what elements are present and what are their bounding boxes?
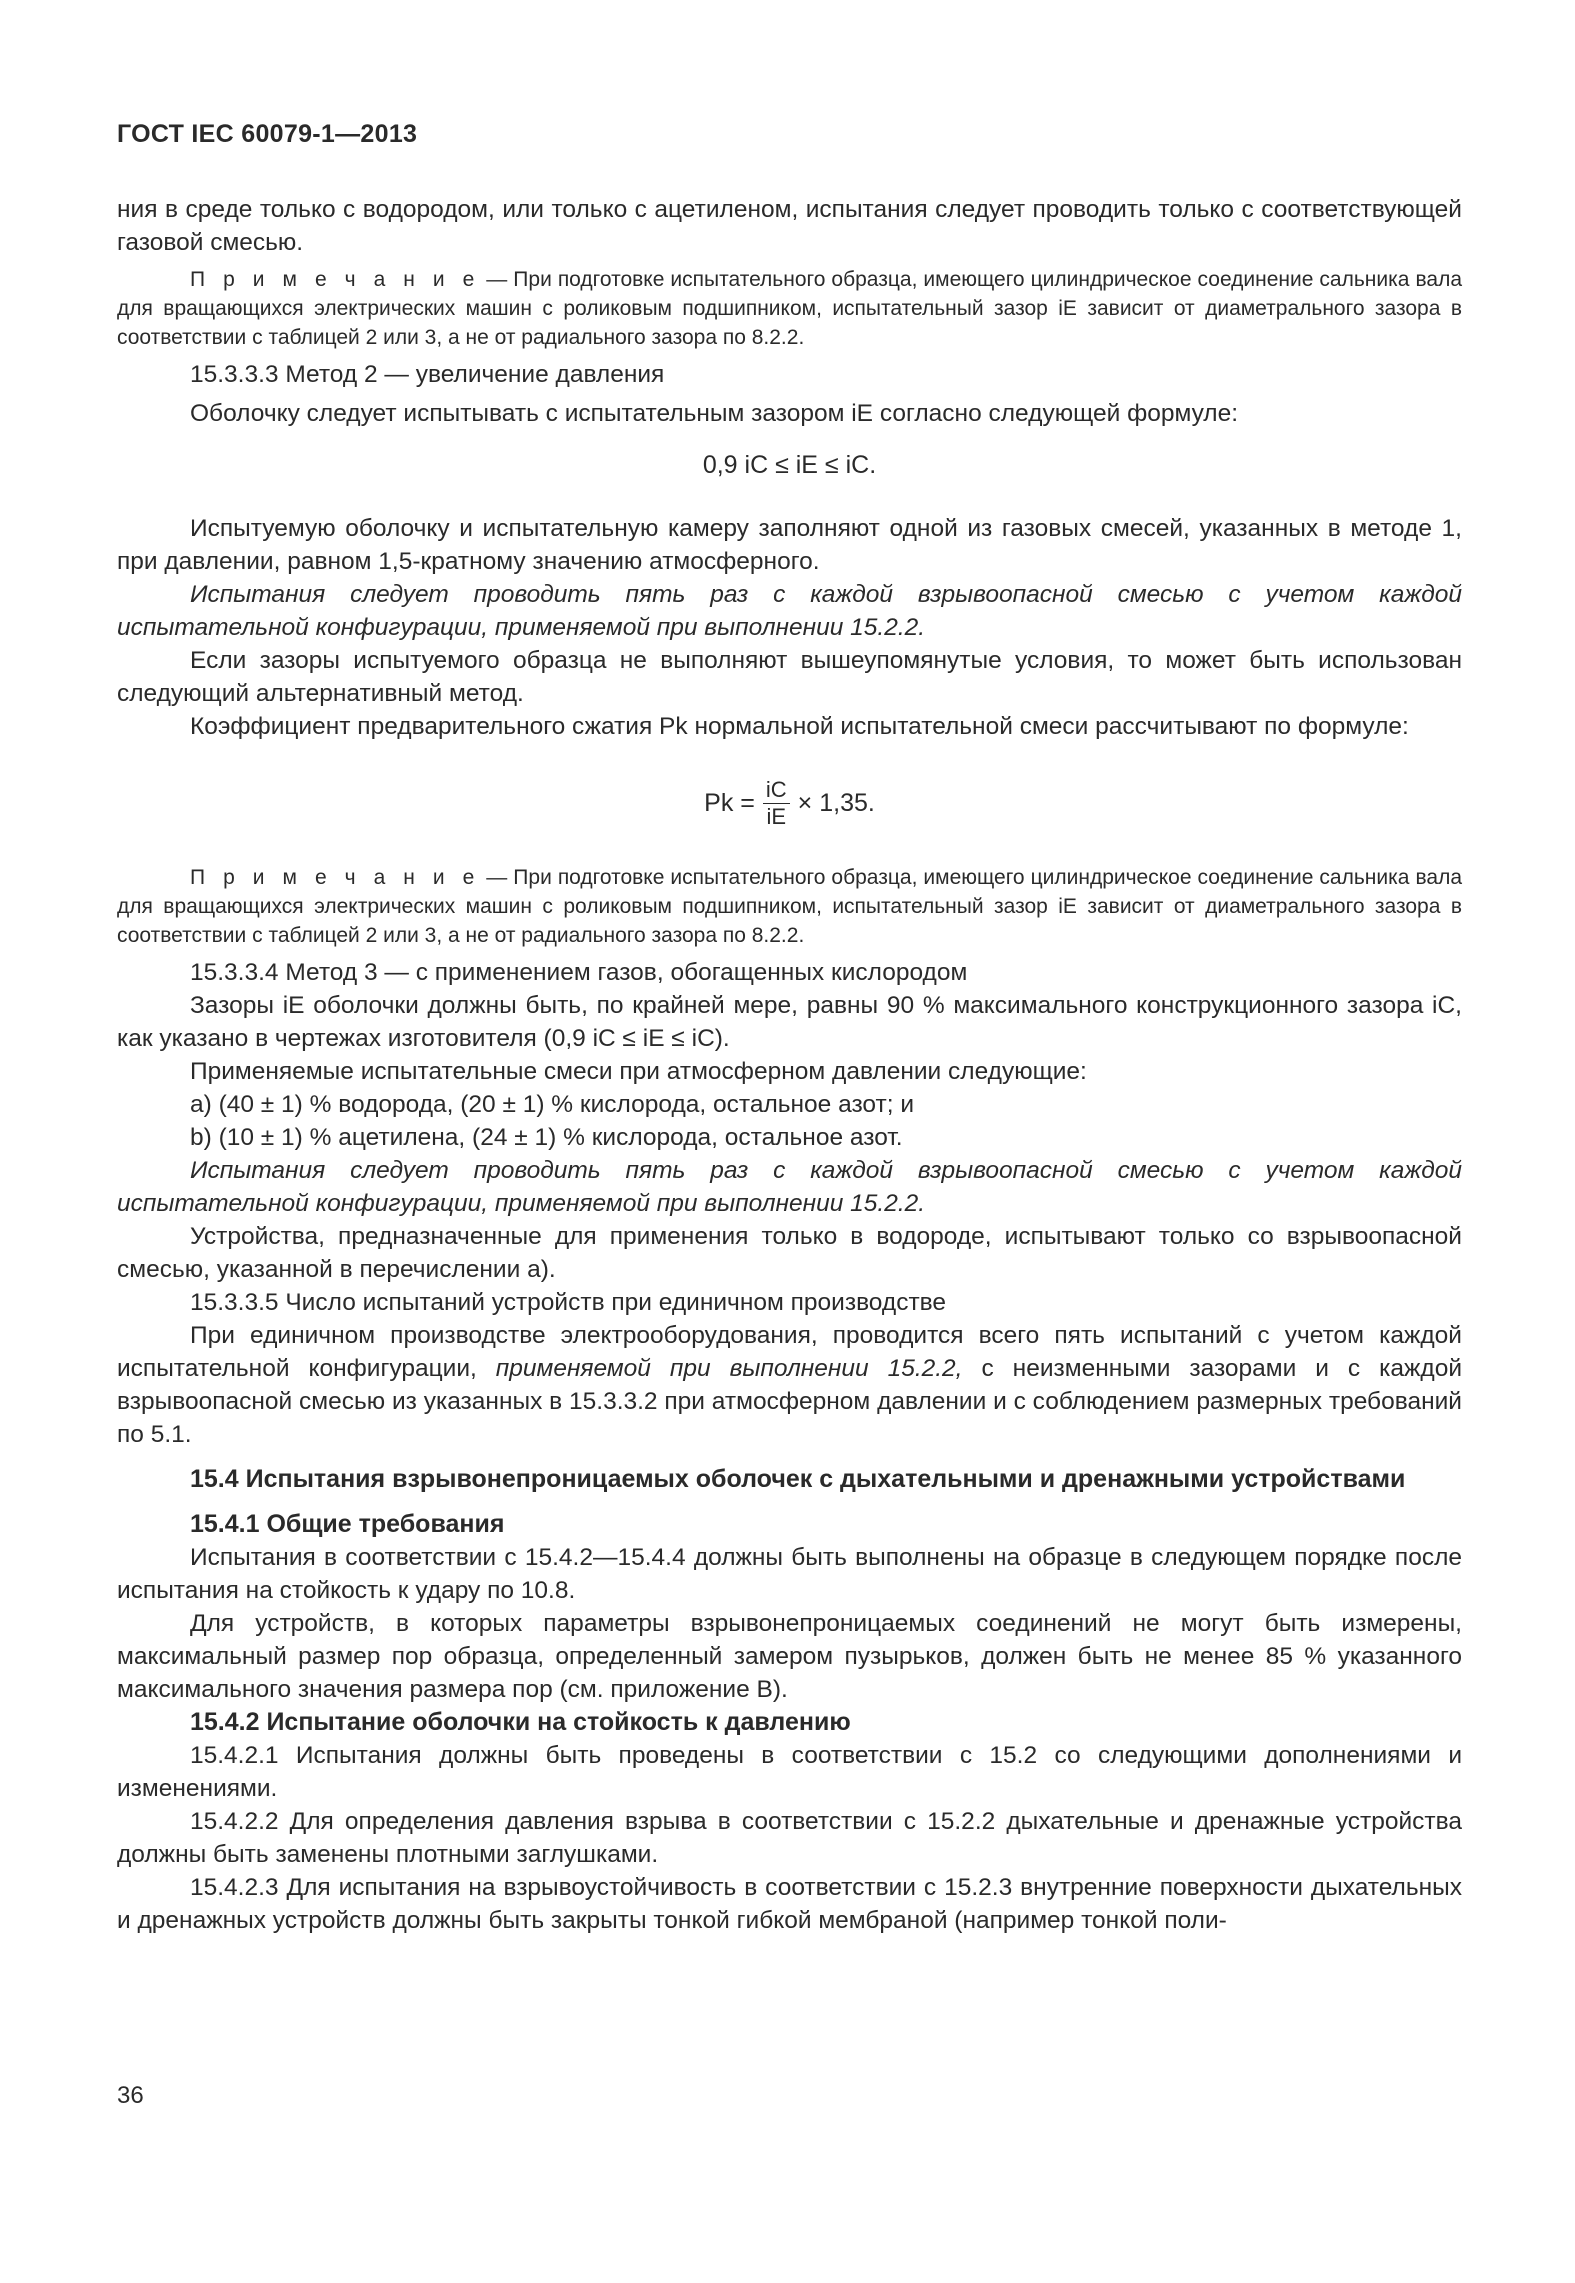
note: [117, 265, 1462, 352]
formula-numerator: iC: [763, 777, 790, 804]
list-item: a) (40 ± 1) % водорода, (20 ± 1) % кислорода, остальное азот; и: [190, 1091, 915, 1118]
paragraph: ния в среде только с водородом, или только с ацетиленом, испытания следует проводить только с соответствующей газовой смесью.: [117, 196, 1462, 256]
paragraph: 15.4.2.2 Для определения давления взрыва в соответствии с 15.2.2 дыхательные и дренажные устройства должны быть заменены плотными заглушками.: [117, 1808, 1462, 1868]
note-text: — При подготовке испытательного образца, имеющего цилиндрическое соединение сальника вала для вращающихся электрических машин с роликовым подшипником, испытательный зазор iE зависит от диаметрального зазора в соответствии с таблицей 2 или 3, а не от радиального зазора по 8.2.2.: [117, 268, 1462, 349]
note-label: П р и м е ч а н и е: [190, 866, 481, 889]
formula-rhs: × 1,35.: [797, 788, 875, 817]
section-15-3-3-3: 15.3.3.3 Метод 2 — увеличение давления: [190, 361, 665, 388]
paragraph: Применяемые испытательные смеси при атмосферном давлении следующие:: [190, 1058, 1087, 1085]
list-item: b) (10 ± 1) % ацетилена, (24 ± 1) % кислорода, остальное азот.: [190, 1124, 903, 1151]
document-page: [117, 120, 1462, 1937]
note-text: — При подготовке испытательного образца, имеющего цилиндрическое соединение сальника вала для вращающихся электрических машин с роликовым подшипником, испытательный зазор iE зависит от диаметрального зазора в соответствии с таблицей 2 или 3, а не от радиального зазора по 8.2.2.: [117, 866, 1462, 947]
heading-15-4-2: 15.4.2 Испытание оболочки на стойкость к давлению: [190, 1708, 851, 1736]
paragraph: [117, 1319, 1462, 1451]
document-header: ГОСТ IEC 60079-1—2013: [117, 120, 418, 148]
paragraph: Устройства, предназначенные для применения только в водороде, испытывают только со взрывоопасной смесью, указанной в перечислении а).: [117, 1223, 1462, 1283]
text-run-italic: применяемой при выполнении 15.2.2,: [495, 1355, 963, 1382]
formula-denominator: iE: [766, 803, 787, 829]
formula-lhs: Pk =: [704, 788, 755, 817]
formula-precompression: [117, 743, 1462, 863]
formula-gap-range: 0,9 iC ≤ iE ≤ iC.: [702, 451, 877, 479]
paragraph: Оболочку следует испытывать с испытательным зазором iE согласно следующей формуле:: [190, 400, 1239, 427]
paragraph: Испытания в соответствии с 15.4.2—15.4.4 должны быть выполнены на образце в следующем порядке после испытания на стойкость к удару по 10.8.: [117, 1544, 1462, 1604]
paragraph: 15.4.2.1 Испытания должны быть проведены в соответствии с 15.2 со следующими дополнениями и изменениями.: [117, 1742, 1462, 1802]
paragraph: Коэффициент предварительного сжатия Pk нормальной испытательной смеси рассчитывают по формуле:: [190, 713, 1409, 740]
paragraph: 15.4.2.3 Для испытания на взрывоустойчивость в соответствии с 15.2.3 внутренние поверхности дыхательных и дренажных устройств должны быть закрыты тонкой гибкой мембраной (например тонкой поли-: [117, 1874, 1462, 1934]
note-label: П р и м е ч а н и е: [190, 268, 481, 291]
section-15-3-3-4: 15.3.3.4 Метод 3 — с применением газов, обогащенных кислородом: [190, 959, 968, 986]
paragraph: Если зазоры испытуемого образца не выполняют вышеупомянутые условия, то может быть использован следующий альтернативный метод.: [117, 647, 1462, 707]
text-run: При единичном производстве электрооборудования, проводится всего пять испытаний с учетом каждой испытательной конфигурации,: [117, 1322, 1462, 1382]
heading-15-4: 15.4 Испытания взрывонепроницаемых оболочек с дыхательными и дренажными устройствами: [190, 1465, 1406, 1493]
formula-fraction: [763, 777, 790, 830]
heading-15-4-1: 15.4.1 Общие требования: [190, 1510, 505, 1538]
italic-paragraph: Испытания следует проводить пять раз с каждой взрывоопасной смесью с учетом каждой испытательной конфигурации, применяемой при выполнении 15.2.2.: [117, 1157, 1462, 1217]
italic-paragraph: Испытания следует проводить пять раз с каждой взрывоопасной смесью с учетом каждой испытательной конфигурации, применяемой при выполнении 15.2.2.: [117, 581, 1462, 641]
page-number: 36: [117, 2082, 144, 2109]
note: [117, 863, 1462, 950]
paragraph: Испытуемую оболочку и испытательную камеру заполняют одной из газовых смесей, указанных в методе 1, при давлении, равном 1,5-кратному значению атмосферного.: [117, 515, 1462, 575]
section-15-3-3-5: 15.3.3.5 Число испытаний устройств при единичном производстве: [190, 1289, 947, 1316]
paragraph: Зазоры iE оболочки должны быть, по крайней мере, равны 90 % максимального конструкционного зазора iC, как указано в чертежах изготовителя (0,9 iC ≤ iE ≤ iC).: [117, 992, 1462, 1052]
text-run: с неизменными зазорами и с каждой взрывоопасной смесью из указанных в 15.3.3.2 при атмосферном давлении и с соблюдением размерных требований по 5.1.: [117, 1355, 1463, 1448]
paragraph: Для устройств, в которых параметры взрывонепроницаемых соединений не могут быть измерены, максимальный размер пор образца, определенный замером пузырьков, должен быть не менее 85 % указанного максимального значения размера пор (см. приложение В).: [117, 1610, 1462, 1703]
